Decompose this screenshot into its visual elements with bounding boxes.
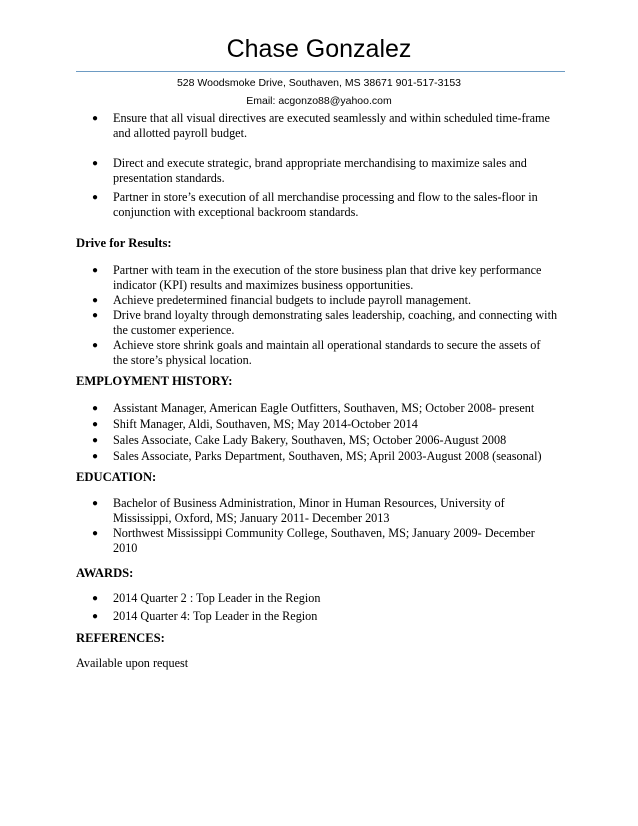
list-item: ● 2014 Quarter 2 : Top Leader in the Region (92, 591, 321, 605)
header-divider (76, 71, 565, 72)
list-item: ● Shift Manager, Aldi, Southaven, MS; May 2014-October 2014 (92, 417, 418, 431)
bullet-icon: ● (92, 192, 99, 203)
list-item: ● Ensure that all visual directives are executed seamlessly and within scheduled time-frame and allotted payroll budget. (92, 111, 550, 140)
bullet-icon: ● (92, 113, 99, 124)
section-heading-awards: AWARDS: (76, 566, 134, 580)
education-bullet-list (76, 496, 566, 556)
list-item: ● Sales Associate, Cake Lady Bakery, Southaven, MS; October 2006-August 2008 (92, 433, 507, 447)
bullet-icon: ● (92, 419, 99, 430)
employment-bullet-list (76, 401, 566, 464)
resume-name: Chase Gonzalez (226, 35, 412, 63)
section-heading-drive: Drive for Results: (76, 236, 172, 250)
list-item: ● Direct and execute strategic, brand appropriate merchandising to maximize sales and presentation standards. (92, 156, 527, 185)
bullet-icon: ● (92, 340, 99, 351)
list-item: ● Assistant Manager, American Eagle Outfitters, Southaven, MS; October 2008- present (92, 401, 535, 415)
list-item: ● Achieve store shrink goals and maintain all operational standards to secure the assets of the store’s physical location. (92, 338, 541, 367)
list-item: ● Partner with team in the execution of the store business plan that drive key performance indicator (KPI) results and maximizes business opportunities. (92, 263, 542, 292)
bullet-icon: ● (92, 435, 99, 446)
list-item: ● Bachelor of Business Administration, Minor in Human Resources, University of Mississippi, Oxford, MS; January 2011- December 2013 (92, 496, 505, 525)
bullet-icon: ● (92, 593, 99, 604)
contact-email: Email: acgonzo88@yahoo.com (246, 95, 392, 107)
contact-address: 528 Woodsmoke Drive, Southaven, MS 38671 901-517-3153 (176, 77, 462, 89)
bullet-icon: ● (92, 451, 99, 462)
list-item: ● Drive brand loyalty through demonstrating sales leadership, coaching, and connecting with the customer experience. (92, 308, 558, 337)
list-item: ● Achieve predetermined financial budgets to include payroll management. (92, 293, 472, 307)
bullet-icon: ● (92, 295, 99, 306)
awards-bullet-list (76, 591, 566, 624)
bullet-icon: ● (92, 310, 99, 321)
bullet-icon: ● (92, 498, 99, 509)
bullet-icon: ● (92, 158, 99, 169)
bullet-icon: ● (92, 403, 99, 414)
list-item: ● 2014 Quarter 4: Top Leader in the Region (92, 609, 318, 623)
list-item: ● Northwest Mississippi Community College, Southaven, MS; January 2009- December 2010 (92, 526, 535, 555)
list-item: ● Partner in store’s execution of all merchandise processing and flow to the sales-floor in conjunction with exceptional backroom standards. (92, 190, 538, 219)
section-heading-employment: EMPLOYMENT HISTORY: (76, 374, 233, 388)
section-heading-references: REFERENCES: (76, 631, 165, 645)
bullet-icon: ● (92, 528, 99, 539)
bullet-icon: ● (92, 265, 99, 276)
references-text: Available upon request (76, 656, 189, 670)
intro-bullet-list (76, 111, 566, 220)
bullet-icon: ● (92, 611, 99, 622)
drive-bullet-list (76, 263, 566, 368)
section-heading-education: EDUCATION: (76, 470, 157, 484)
list-item: ● Sales Associate, Parks Department, Southaven, MS; April 2003-August 2008 (seasonal) (92, 449, 542, 463)
